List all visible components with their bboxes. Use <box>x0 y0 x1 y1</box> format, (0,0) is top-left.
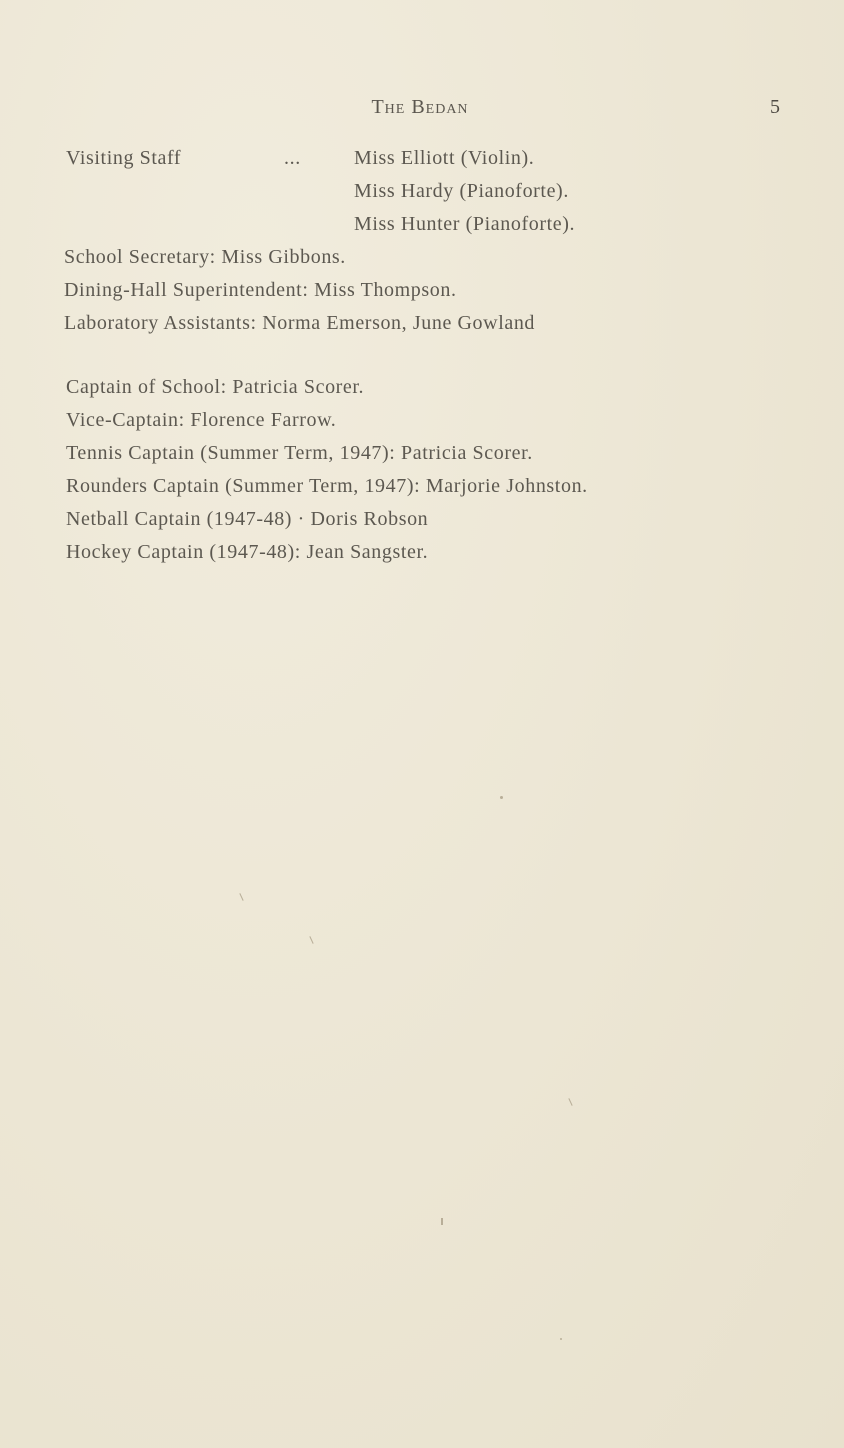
paper-speck <box>239 893 243 901</box>
paper-speck <box>500 796 503 799</box>
visiting-staff-entry-pianoforte-2: Miss Hunter (Pianoforte). <box>354 213 576 235</box>
paper-speck <box>560 1338 562 1340</box>
paper-speck <box>309 936 313 944</box>
running-header <box>0 96 844 119</box>
netball-captain-line: Netball Captain (1947-48) · Doris Robson <box>66 508 429 530</box>
school-secretary-line: School Secretary: Miss Gibbons. <box>64 246 346 268</box>
visiting-staff-leader: ... <box>284 147 301 169</box>
visiting-staff-label: Visiting Staff <box>66 147 182 169</box>
page-number: 5 <box>770 96 780 118</box>
dining-hall-superintendent-line: Dining-Hall Superintendent: Miss Thompson. <box>64 279 457 301</box>
tennis-captain-line: Tennis Captain (Summer Term, 1947): Patricia Scorer. <box>66 442 533 464</box>
hockey-captain-line: Hockey Captain (1947-48): Jean Sangster. <box>66 541 429 563</box>
running-header-title: The Bedan <box>371 96 469 118</box>
visiting-staff-entry-pianoforte-1: Miss Hardy (Pianoforte). <box>354 180 569 202</box>
paper-speck <box>568 1098 572 1106</box>
vice-captain-line: Vice-Captain: Florence Farrow. <box>66 409 337 431</box>
visiting-staff-entry-violin: Miss Elliott (Violin). <box>354 147 535 169</box>
rounders-captain-line: Rounders Captain (Summer Term, 1947): Marjorie Johnston. <box>66 475 588 497</box>
captain-of-school-line: Captain of School: Patricia Scorer. <box>66 376 365 398</box>
laboratory-assistants-line: Laboratory Assistants: Norma Emerson, June Gowland <box>64 312 536 334</box>
paper-speck <box>441 1218 443 1225</box>
